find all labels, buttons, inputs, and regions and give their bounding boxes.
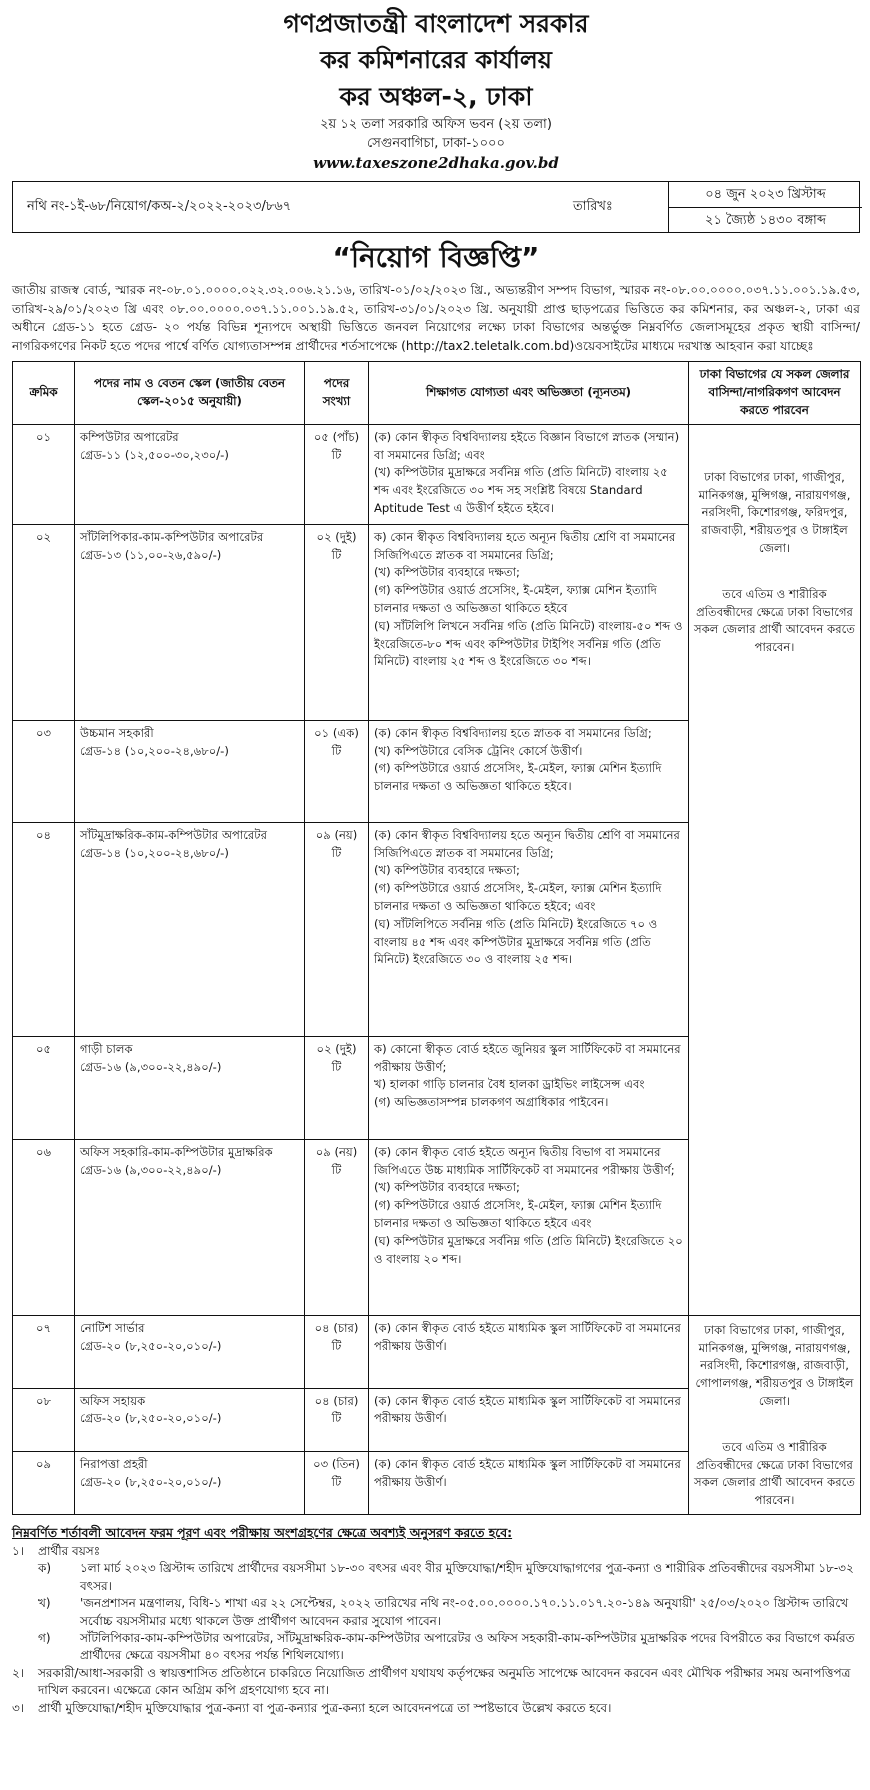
cell-serial: ০৯ xyxy=(13,1451,75,1514)
qualification-item: (ঘ) সাঁটলিপি লিখনে সর্বনিম্ন গতি (প্রতি মিনিটে) বাংলায়-৫০ শব্দ ও ইংরেজিতে-৮০ শব্দ এবং কম্পিউটার টাইপিং সর্বনিম্ন গতি (প্রতি মিনিটে) বাংলায় ২৫ শব্দ ও ইংরেজিতে ৩০ শব্দ। xyxy=(374,618,683,669)
cell-post xyxy=(75,720,305,822)
cell-qualification xyxy=(369,720,689,822)
qualification-item: (ক) কোন স্বীকৃত বোর্ড হইতে মাধ্যমিক স্কুল সার্টিফিকেট বা সমমানের পরীক্ষায় উত্তীর্ণ। xyxy=(374,1393,681,1426)
cell-qualification xyxy=(369,822,689,1036)
qualification-item: ক) কোনো স্বীকৃত বোর্ড হইতে জুনিয়র স্কুল সার্টিফিকেট বা সমমানের পরীক্ষায় উত্তীর্ণ; xyxy=(374,1041,681,1074)
date-bangla: ২১ জ্যৈষ্ঠ ১৪৩০ বঙ্গাব্দ xyxy=(705,213,826,228)
post-grade: গ্রেড-১৬ (৯,৩০০-২২,৪৯০/-) xyxy=(80,1162,222,1177)
condition-item xyxy=(12,1543,860,1560)
cell-post xyxy=(75,1315,305,1388)
date-box xyxy=(668,182,862,232)
qualification-item: (গ) কম্পিউটারে ওয়ার্ড প্রসেসিং, ই-মেইল, ফ্যাক্স মেশিন ইত্যাদি চালনার দক্ষতা ও অভিজ্ঞতা থাকিতে হইবে; এবং xyxy=(374,881,662,913)
cell-serial: ০৬ xyxy=(13,1139,75,1315)
cell-post xyxy=(75,822,305,1036)
post-grade: গ্রেড-১১ (১২,৫০০-৩০,২৩০/-) xyxy=(80,447,229,462)
district-list: ঢাকা বিভাগের ঢাকা, গাজীপুর, মানিকগঞ্জ, মুন্সিগঞ্জ, নারায়ণগঞ্জ, নরসিংদী, কিশোরগঞ্জ, ফরিদপুর, রাজবাড়ী, শরীয়তপুর ও টাঙ্গাইল জেলা। xyxy=(698,469,851,555)
post-name: উচ্চমান সহকারী xyxy=(80,725,154,740)
post-grade: গ্রেড-১৪ (১০,২০০-২৪,৬৮০/-) xyxy=(80,743,229,758)
reference-box xyxy=(12,181,860,233)
condition-text: সাঁটলিপিকার-কাম-কম্পিউটার অপারেটর, সাঁটমুদ্রাক্ষরিক-কাম-কম্পিউটার অপারেটর ও অফিস সহকারী-কাম-কম্পিউটার মুদ্রাক্ষরিক পদের বিপরীতে কর বিভাগে কর্মরত প্রার্থীদের ক্ষেত্রে বয়সসীমা ৪০ বৎসর পর্যন্ত শিথিলযোগ্য। xyxy=(80,1630,855,1663)
website-link[interactable]: www.taxeszone2dhaka.gov.bd xyxy=(313,154,559,172)
cell-serial: ০২ xyxy=(13,524,75,720)
cell-qualification xyxy=(369,1036,689,1139)
address-line-1: ২য় ১২ তলা সরকারি অফিস ভবন (২য় তলা) xyxy=(320,117,552,132)
header-districts: ঢাকা বিভাগের যে সকল জেলার বাসিন্দা/নাগরিকগণ আবেদন করতে পারবেন xyxy=(689,362,861,424)
qualification-item: (ক) কোন স্বীকৃত বোর্ড হইতে মাধ্যমিক স্কুল সার্টিফিকেট বা সমমানের পরীক্ষায় উত্তীর্ণ। xyxy=(374,1456,681,1489)
letterhead xyxy=(12,6,860,173)
post-name: কম্পিউটার অপারেটর xyxy=(80,429,179,444)
post-grade: গ্রেড-২০ (৮,২৫০-২০,০১০/-) xyxy=(80,1338,222,1353)
cell-count: ০৯ (নয়) টি xyxy=(305,1139,369,1315)
post-grade: গ্রেড-১৬ (৯,৩০০-২২,৪৯০/-) xyxy=(80,1059,222,1074)
condition-number: ১। xyxy=(12,1543,25,1558)
cell-districts-group-2 xyxy=(689,1315,861,1514)
header-count: পদের সংখ্যা xyxy=(305,362,369,424)
condition-number: ৩। xyxy=(12,1700,25,1715)
qualification-item: (গ) কম্পিউটার ওয়ার্ড প্রসেসিং, ই-মেইল, ফ্যাক্স মেশিন ইত্যাদি চালনার দক্ষতা ও অভিজ্ঞতা থাকিতে হইবে xyxy=(374,583,657,615)
condition-subitem xyxy=(12,1595,860,1630)
post-name: সাঁটমুদ্রাক্ষরিক-কাম-কম্পিউটার অপারেটর xyxy=(80,827,267,842)
cell-count: ০৪ (চার) টি xyxy=(305,1315,369,1388)
condition-letter: ক) xyxy=(38,1561,52,1576)
office-name: কর কমিশনারের কার্যালয় xyxy=(320,46,552,74)
vacancy-table xyxy=(12,361,861,1515)
vacancy-table-body xyxy=(13,424,861,1514)
table-row xyxy=(13,1315,861,1388)
qualification-item: (খ) কম্পিউটার মুদ্রাক্ষরে সর্বনিম্ন গতি (প্রতি মিনিটে) বাংলায় ২৫ শব্দ এবং ইংরেজিতে ৩০ শব্দ সহ সংশ্লিষ্ট বিষয়ে Standard Aptitude Test এ উত্তীর্ণ হইতে হইবে। xyxy=(374,465,668,515)
header-serial: ক্রমিক xyxy=(13,362,75,424)
post-name: অফিস সহায়ক xyxy=(80,1393,146,1408)
cell-serial: ০১ xyxy=(13,424,75,524)
qualification-item: ক) কোন স্বীকৃত বিশ্ববিদ্যালয় হতে অন্যূন দ্বিতীয় শ্রেণি বা সমমানের সিজিপিএতে স্নাতক বা সমমানের ডিগ্রি; xyxy=(374,529,676,562)
post-grade: গ্রেড-২০ (৮,২৫০-২০,০১০/-) xyxy=(80,1474,222,1489)
cell-count: ০২ (দুই) টি xyxy=(305,1036,369,1139)
cell-post xyxy=(75,524,305,720)
qualification-item: (খ) কম্পিউটারে বেসিক ট্রেনিং কোর্সে উত্তীর্ণ। xyxy=(374,743,583,758)
cell-post xyxy=(75,1036,305,1139)
cell-post xyxy=(75,1139,305,1315)
cell-districts-group-1 xyxy=(689,424,861,1315)
header-qualification: শিক্ষাগত যোগ্যতা এবং অভিজ্ঞতা (ন্যূনতম) xyxy=(369,362,689,424)
cell-serial: ০৮ xyxy=(13,1388,75,1451)
cell-qualification xyxy=(369,424,689,524)
table-row xyxy=(13,424,861,524)
qualification-item: (খ) কম্পিউটার ব্যবহারে দক্ষতা; xyxy=(374,1180,520,1195)
cell-count: ০৫ (পাঁচ) টি xyxy=(305,424,369,524)
condition-text: প্রার্থীর বয়সঃ xyxy=(38,1543,101,1558)
zone-name: কর অঞ্চল-২, ঢাকা xyxy=(339,82,533,111)
cell-serial: ০৭ xyxy=(13,1315,75,1388)
post-name: অফিস সহকারি-কাম-কম্পিউটার মুদ্রাক্ষরিক xyxy=(80,1144,273,1159)
post-name: নোটিশ সার্ভার xyxy=(80,1320,145,1335)
cell-qualification xyxy=(369,524,689,720)
qualification-item: (ঘ) কম্পিউটার মুদ্রাক্ষরে সর্বনিম্ন গতি (প্রতি মিনিটে) ইংরেজিতে ২০ ও বাংলায় ২০ শব্দ। xyxy=(374,1233,683,1266)
condition-text: সরকারী/আধা-সরকারী ও স্বায়ত্তশাসিত প্রতিষ্ঠানে চাকরিতে নিয়োজিত প্রার্থীগণ যথাযথ কর্তৃপক্ষের অনুমতি সাপেক্ষে আবেদন করবেন এবং মৌখিক পরীক্ষার সময় অনাপত্তিপত্র দাখিল করবেন। এক্ষেত্রে কোন অগ্রিম কপি গ্রহণযোগ্য হবে না। xyxy=(38,1665,851,1698)
condition-item xyxy=(12,1665,860,1700)
qualification-item: খ) হালকা গাড়ি চালনার বৈধ হালকা ড্রাইভিং লাইসেন্স এবং xyxy=(374,1077,645,1092)
spacer xyxy=(694,558,855,586)
qualification-item: (গ) অভিজ্ঞতাসম্পন্ন চালকগণ অগ্রাধিকার পাইবেন। xyxy=(374,1095,609,1110)
post-name: গাড়ী চালক xyxy=(80,1041,133,1056)
qualification-item: (ক) কোন স্বীকৃত বিশ্ববিদ্যালয় হতে স্নাতক বা সমমানের ডিগ্রি; xyxy=(374,725,652,740)
cell-qualification xyxy=(369,1315,689,1388)
qualification-item: (ক) কোন স্বীকৃত বিশ্ববিদ্যালয় হতে অন্যূন দ্বিতীয় শ্রেণি বা সমমানের সিজিপিএতে স্নাতক বা সমমানের ডিগ্রি; xyxy=(374,827,680,860)
address-line-2: সেগুনবাগিচা, ঢাকা-১০০০ xyxy=(367,136,505,151)
cell-qualification xyxy=(369,1139,689,1315)
qualification-item: (খ) কম্পিউটার ব্যবহারে দক্ষতা; xyxy=(374,863,520,878)
post-name: নিরাপত্তা প্রহরী xyxy=(80,1456,148,1471)
cell-post xyxy=(75,1451,305,1514)
cell-qualification xyxy=(369,1451,689,1514)
condition-subitem xyxy=(12,1630,860,1665)
file-number: নথি নং-১ই-৬৮/নিয়োগ/কঅ-২/২০২২-২০২৩/৮৬৭ xyxy=(27,199,292,214)
district-note: তবে এতিম ও শারীরিক প্রতিবন্ধীদের ক্ষেত্রে ঢাকা বিভাগের সকল জেলার প্রার্থী আবেদন করতে পারবেন। xyxy=(694,586,855,655)
table-header-row xyxy=(13,362,861,424)
date-label: তারিখঃ xyxy=(573,199,613,214)
condition-text: 'জনপ্রশাসন মন্ত্রণালয়, বিধি-১ শাখা এর ২২ সেপ্টেম্বর, ২০২২ তারিখের নথি নং-০৫.০০.০০০০.১৭০.১১.০১৭.২০-১৪৯ অনুযায়ী' ২৫/০৩/২০২০ খ্রিস্টাব্দ তারিখে সর্বোচ্চ বয়সসীমার মধ্যে থাকলে উক্ত প্রার্থীগণ আবেদন করার সুযোগ পাবেন। xyxy=(80,1596,849,1628)
conditions-list xyxy=(12,1543,860,1717)
post-grade: গ্রেড-১৩ (১১,০০-২৬,৫৯০/-) xyxy=(80,547,222,562)
cell-post xyxy=(75,1388,305,1451)
qualification-item: (গ) কম্পিউটারে ওয়ার্ড প্রসেসিং, ই-মেইল, ফ্যাক্স মেশিন ইত্যাদি চালনার দক্ষতা ও অভিজ্ঞতা থাকিতে হইবে এবং xyxy=(374,1198,662,1230)
post-grade: গ্রেড-১৪ (১০,২০০-২৪,৬৮০/-) xyxy=(80,845,229,860)
qualification-item: (ক) কোন স্বীকৃত বোর্ড হইতে অন্যূন দ্বিতীয় বিভাগ বা সমমানের জিপিএতে উচ্চ মাধ্যমিক সার্টিফিকেট বা সমমানের পরীক্ষায় উত্তীর্ণ; xyxy=(374,1144,675,1177)
condition-letter: খ) xyxy=(38,1596,51,1611)
cell-count: ০৯ (নয়) টি xyxy=(305,822,369,1036)
cell-serial: ০৩ xyxy=(13,720,75,822)
qualification-item: (ক) কোন স্বীকৃত বিশ্ববিদ্যালয় হইতে বিজ্ঞান বিভাগে স্নাতক (সম্মান) বা সমমানের ডিগ্রি; এবং xyxy=(374,429,680,462)
header-post: পদের নাম ও বেতন স্কেল (জাতীয় বেতন স্কেল-২০১৫ অনুযায়ী) xyxy=(75,362,305,424)
cell-count: ০১ (এক) টি xyxy=(305,720,369,822)
condition-number: ২। xyxy=(12,1665,25,1680)
conditions-heading: নিম্নবর্ণিত শর্তাবলী আবেদন ফরম পূরণ এবং পরীক্ষায় অংশগ্রহণের ক্ষেত্রে অবশ্যই অনুসরণ করতে হবে: xyxy=(12,1524,513,1540)
post-name: সাঁটলিপিকার-কাম-কম্পিউটার অপারেটর xyxy=(80,529,264,544)
notice-title: “নিয়োগ বিজ্ঞপ্তি” xyxy=(332,241,540,274)
cell-serial: ০৪ xyxy=(13,822,75,1036)
cell-post xyxy=(75,424,305,524)
spacer xyxy=(694,429,855,469)
cell-qualification xyxy=(369,1388,689,1451)
date-gregorian: ০৪ জুন ২০২৩ খ্রিস্টাব্দ xyxy=(669,182,862,208)
qualification-item: (ঘ) সাঁটলিপিতে সর্বনিম্ন গতি (প্রতি মিনিটে) ইংরেজিতে ৭০ ও বাংলায় ৪৫ শব্দ এবং কম্পিউটার মুদ্রাক্ষরে সর্বনিম্ন গতি (প্রতি মিনিটে) ইংরেজিতে ৩০ ও বাংলায় ২৫ শব্দ। xyxy=(374,916,658,967)
cell-count: ০৪ (চার) টি xyxy=(305,1388,369,1451)
district-note: তবে এতিম ও শারীরিক প্রতিবন্ধীদের ক্ষেত্রে ঢাকা বিভাগের সকল জেলার প্রার্থী আবেদন করতে পারবেন। xyxy=(694,1439,855,1508)
qualification-item: (খ) কম্পিউটার ব্যবহারে দক্ষতা; xyxy=(374,565,520,580)
condition-subitem xyxy=(12,1560,860,1595)
qualification-item: (ক) কোন স্বীকৃত বোর্ড হইতে মাধ্যমিক স্কুল সার্টিফিকেট বা সমমানের পরীক্ষায় উত্তীর্ণ। xyxy=(374,1320,681,1353)
qualification-item: (গ) কম্পিউটারে ওয়ার্ড প্রসেসিং, ই-মেইল, ফ্যাক্স মেশিন ইত্যাদি চালনার দক্ষতা ও অভিজ্ঞতা থাকিতে হইবে। xyxy=(374,761,662,794)
post-grade: গ্রেড-২০ (৮,২৫০-২০,০১০/-) xyxy=(80,1411,222,1426)
condition-letter: গ) xyxy=(38,1630,51,1645)
condition-text: প্রার্থী মুক্তিযোদ্ধা/শহীদ মুক্তিযোদ্ধার পুত্র-কন্যা বা পুত্র-কন্যার পুত্র-কন্যা হলে আবেদনপত্রে তা স্পষ্টভাবে উল্লেখ করতে হবে। xyxy=(38,1700,612,1715)
condition-item xyxy=(12,1700,860,1717)
cell-serial: ০৫ xyxy=(13,1036,75,1139)
condition-text: ১লা মার্চ ২০২৩ খ্রিস্টাব্দ তারিখে প্রার্থীদের বয়সসীমা ১৮-৩০ বৎসর এবং বীর মুক্তিযোদ্ধা/শহীদ মুক্তিযোদ্ধাগণের পুত্র-কন্যা ও শারীরিক প্রতিবন্ধীদের বয়সসীমা ১৮-৩২ বৎসর। xyxy=(80,1561,854,1593)
intro-paragraph: জাতীয় রাজস্ব বোর্ড, স্মারক নং-০৮.০১.০০০০.০২২.৩২.০০৬.২১.১৬, তারিখ-০১/০২/২০২৩ খ্রি., অভ্যন্তরীণ সম্পদ বিভাগ, স্মারক নং-০৮.০০.০০০০.০৩৭.১১.০০১.১৯.৫৩, তারিখ-২৯/০১/২০২৩ খ্রি এবং ০৮.০০.০০০০.০৩৭.১১.০০১.১৯.৫২, তারিখ-৩১/০১/২০২৩ খ্রি. অনুযায়ী প্রাপ্ত ছাড়পত্রের ভিত্তিতে কর কমিশনার, কর অঞ্চল-২, ঢাকা এর অধীনে গ্রেড-১১ হতে গ্রেড- ২০ পর্যন্ত বিভিন্ন শূন্যপদে অস্থায়ী ভিত্তিতে জনবল নিয়োগের লক্ষ্যে ঢাকা বিভাগের অন্তর্ভুক্ত নিম্নবর্ণিত জেলাসমূহের প্রকৃত স্থায়ী বাসিন্দা/নাগরিকগণের নিকট হতে পদের পার্শ্বে বর্ণিত যোগ্যতাসম্পন্ন প্রার্থীদের শর্তসাপেক্ষে (http://tax2.teletalk.com.bd)ওয়েবসাইটের মাধ্যমে দরখাস্ত আহবান করা যাচ্ছেঃ xyxy=(12,283,860,353)
cell-count: ০৩ (তিন) টি xyxy=(305,1451,369,1514)
spacer xyxy=(694,1411,855,1439)
government-name: গণপ্রজাতন্ত্রী বাংলাদেশ সরকার xyxy=(283,9,589,38)
cell-count: ০২ (দুই) টি xyxy=(305,524,369,720)
district-list: ঢাকা বিভাগের ঢাকা, গাজীপুর, মানিকগঞ্জ, মুন্সিগঞ্জ, নারায়ণগঞ্জ, নরসিংদী, কিশোরগঞ্জ, রাজবাড়ী, গোপালগঞ্জ, শরীয়তপুর ও টাঙ্গাইল জেলা। xyxy=(695,1322,854,1408)
